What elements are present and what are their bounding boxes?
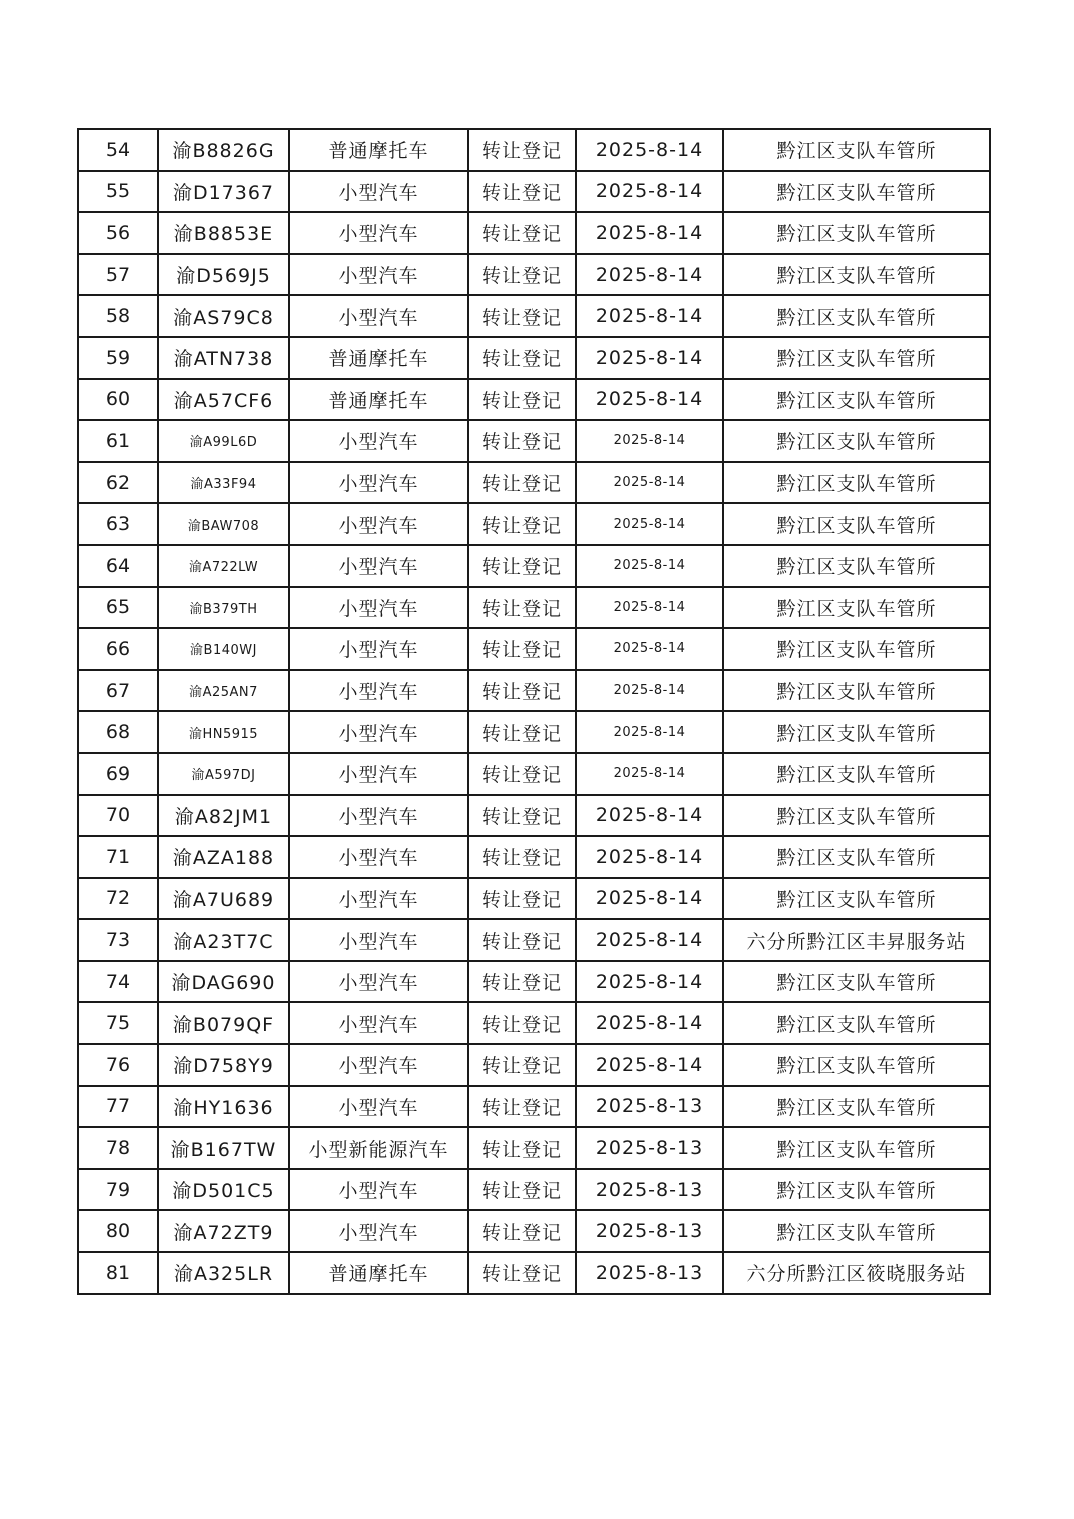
cell-date: 2025-8-14 xyxy=(576,462,723,504)
cell-number: 73 xyxy=(78,919,158,961)
cell-business-type: 转让登记 xyxy=(468,587,576,629)
cell-office: 黔江区支队车管所 xyxy=(723,836,990,878)
cell-business-type: 转让登记 xyxy=(468,628,576,670)
table-row xyxy=(78,628,990,670)
cell-plate: 渝A82JM1 xyxy=(158,795,289,837)
cell-vehicle-type: 小型汽车 xyxy=(289,836,468,878)
cell-plate: 渝D758Y9 xyxy=(158,1044,289,1086)
cell-office: 黔江区支队车管所 xyxy=(723,753,990,795)
cell-number: 81 xyxy=(78,1252,158,1294)
cell-vehicle-type: 小型汽车 xyxy=(289,420,468,462)
cell-plate: 渝A99L6D xyxy=(158,420,289,462)
cell-office: 黔江区支队车管所 xyxy=(723,878,990,920)
cell-business-type: 转让登记 xyxy=(468,1169,576,1211)
cell-vehicle-type: 小型汽车 xyxy=(289,503,468,545)
cell-vehicle-type: 小型新能源汽车 xyxy=(289,1127,468,1169)
cell-office: 黔江区支队车管所 xyxy=(723,379,990,421)
table-row xyxy=(78,1169,990,1211)
cell-plate: 渝ATN738 xyxy=(158,337,289,379)
cell-business-type: 转让登记 xyxy=(468,795,576,837)
cell-office: 黔江区支队车管所 xyxy=(723,545,990,587)
cell-business-type: 转让登记 xyxy=(468,212,576,254)
cell-office: 黔江区支队车管所 xyxy=(723,670,990,712)
cell-office: 黔江区支队车管所 xyxy=(723,254,990,296)
cell-vehicle-type: 小型汽车 xyxy=(289,878,468,920)
cell-number: 79 xyxy=(78,1169,158,1211)
cell-office: 黔江区支队车管所 xyxy=(723,711,990,753)
cell-plate: 渝HY1636 xyxy=(158,1086,289,1128)
cell-business-type: 转让登记 xyxy=(468,670,576,712)
table-row xyxy=(78,836,990,878)
cell-office: 黔江区支队车管所 xyxy=(723,961,990,1003)
cell-plate: 渝B140WJ xyxy=(158,628,289,670)
cell-date: 2025-8-14 xyxy=(576,587,723,629)
cell-number: 63 xyxy=(78,503,158,545)
table-row xyxy=(78,1252,990,1294)
cell-vehicle-type: 小型汽车 xyxy=(289,1002,468,1044)
cell-business-type: 转让登记 xyxy=(468,337,576,379)
cell-vehicle-type: 小型汽车 xyxy=(289,1086,468,1128)
table-row xyxy=(78,420,990,462)
cell-plate: 渝A722LW xyxy=(158,545,289,587)
cell-number: 66 xyxy=(78,628,158,670)
cell-office: 黔江区支队车管所 xyxy=(723,295,990,337)
cell-date: 2025-8-13 xyxy=(576,1169,723,1211)
cell-vehicle-type: 小型汽车 xyxy=(289,711,468,753)
cell-plate: 渝B8826G xyxy=(158,129,289,171)
table-row xyxy=(78,171,990,213)
cell-office: 黔江区支队车管所 xyxy=(723,1002,990,1044)
cell-number: 65 xyxy=(78,587,158,629)
table-row xyxy=(78,753,990,795)
cell-plate: 渝B8853E xyxy=(158,212,289,254)
cell-business-type: 转让登记 xyxy=(468,1002,576,1044)
cell-business-type: 转让登记 xyxy=(468,254,576,296)
cell-office: 黔江区支队车管所 xyxy=(723,1127,990,1169)
cell-vehicle-type: 小型汽车 xyxy=(289,254,468,296)
cell-vehicle-type: 小型汽车 xyxy=(289,1169,468,1211)
cell-business-type: 转让登记 xyxy=(468,1252,576,1294)
cell-plate: 渝AZA188 xyxy=(158,836,289,878)
cell-vehicle-type: 小型汽车 xyxy=(289,795,468,837)
cell-number: 57 xyxy=(78,254,158,296)
cell-office: 黔江区支队车管所 xyxy=(723,795,990,837)
cell-date: 2025-8-14 xyxy=(576,171,723,213)
cell-number: 80 xyxy=(78,1210,158,1252)
table-row xyxy=(78,129,990,171)
cell-vehicle-type: 小型汽车 xyxy=(289,919,468,961)
cell-office: 黔江区支队车管所 xyxy=(723,171,990,213)
cell-plate: 渝DAG690 xyxy=(158,961,289,1003)
cell-date: 2025-8-13 xyxy=(576,1127,723,1169)
cell-office: 黔江区支队车管所 xyxy=(723,628,990,670)
cell-vehicle-type: 小型汽车 xyxy=(289,295,468,337)
cell-plate: 渝B079QF xyxy=(158,1002,289,1044)
cell-business-type: 转让登记 xyxy=(468,1086,576,1128)
cell-business-type: 转让登记 xyxy=(468,420,576,462)
cell-number: 64 xyxy=(78,545,158,587)
cell-office: 六分所黔江区筱晓服务站 xyxy=(723,1252,990,1294)
cell-vehicle-type: 普通摩托车 xyxy=(289,129,468,171)
cell-number: 71 xyxy=(78,836,158,878)
cell-date: 2025-8-14 xyxy=(576,628,723,670)
cell-vehicle-type: 小型汽车 xyxy=(289,753,468,795)
cell-number: 74 xyxy=(78,961,158,1003)
cell-date: 2025-8-13 xyxy=(576,1086,723,1128)
cell-date: 2025-8-14 xyxy=(576,878,723,920)
cell-office: 黔江区支队车管所 xyxy=(723,337,990,379)
cell-date: 2025-8-13 xyxy=(576,1252,723,1294)
cell-business-type: 转让登记 xyxy=(468,1127,576,1169)
cell-number: 69 xyxy=(78,753,158,795)
cell-date: 2025-8-14 xyxy=(576,711,723,753)
cell-date: 2025-8-14 xyxy=(576,919,723,961)
cell-date: 2025-8-14 xyxy=(576,545,723,587)
cell-vehicle-type: 小型汽车 xyxy=(289,587,468,629)
registration-table xyxy=(77,128,991,1295)
cell-plate: 渝B167TW xyxy=(158,1127,289,1169)
table-row xyxy=(78,545,990,587)
cell-business-type: 转让登记 xyxy=(468,545,576,587)
cell-office: 黔江区支队车管所 xyxy=(723,1086,990,1128)
cell-date: 2025-8-14 xyxy=(576,379,723,421)
cell-business-type: 转让登记 xyxy=(468,295,576,337)
cell-vehicle-type: 小型汽车 xyxy=(289,628,468,670)
cell-number: 75 xyxy=(78,1002,158,1044)
cell-date: 2025-8-13 xyxy=(576,1210,723,1252)
cell-date: 2025-8-14 xyxy=(576,1002,723,1044)
cell-plate: 渝D17367 xyxy=(158,171,289,213)
cell-business-type: 转让登记 xyxy=(468,919,576,961)
cell-plate: 渝A23T7C xyxy=(158,919,289,961)
cell-number: 72 xyxy=(78,878,158,920)
cell-business-type: 转让登记 xyxy=(468,462,576,504)
cell-date: 2025-8-14 xyxy=(576,420,723,462)
table-row xyxy=(78,212,990,254)
table-row xyxy=(78,878,990,920)
table-row xyxy=(78,919,990,961)
table-body xyxy=(78,129,990,1294)
cell-office: 黔江区支队车管所 xyxy=(723,587,990,629)
cell-plate: 渝A57CF6 xyxy=(158,379,289,421)
table-row xyxy=(78,961,990,1003)
cell-business-type: 转让登记 xyxy=(468,961,576,1003)
cell-vehicle-type: 小型汽车 xyxy=(289,1044,468,1086)
cell-office: 黔江区支队车管所 xyxy=(723,503,990,545)
cell-date: 2025-8-14 xyxy=(576,1044,723,1086)
table-row xyxy=(78,711,990,753)
cell-business-type: 转让登记 xyxy=(468,171,576,213)
cell-office: 黔江区支队车管所 xyxy=(723,462,990,504)
cell-plate: 渝D501C5 xyxy=(158,1169,289,1211)
table-row xyxy=(78,1127,990,1169)
cell-date: 2025-8-14 xyxy=(576,670,723,712)
cell-date: 2025-8-14 xyxy=(576,295,723,337)
cell-plate: 渝HN5915 xyxy=(158,711,289,753)
cell-vehicle-type: 小型汽车 xyxy=(289,171,468,213)
cell-vehicle-type: 普通摩托车 xyxy=(289,379,468,421)
cell-plate: 渝A33F94 xyxy=(158,462,289,504)
cell-office: 黔江区支队车管所 xyxy=(723,1044,990,1086)
table-row xyxy=(78,1002,990,1044)
cell-date: 2025-8-14 xyxy=(576,753,723,795)
cell-office: 六分所黔江区丰昇服务站 xyxy=(723,919,990,961)
cell-plate: 渝D569J5 xyxy=(158,254,289,296)
table-row xyxy=(78,462,990,504)
cell-plate: 渝A597DJ xyxy=(158,753,289,795)
cell-date: 2025-8-14 xyxy=(576,212,723,254)
cell-number: 77 xyxy=(78,1086,158,1128)
cell-date: 2025-8-14 xyxy=(576,503,723,545)
cell-plate: 渝AS79C8 xyxy=(158,295,289,337)
cell-business-type: 转让登记 xyxy=(468,753,576,795)
cell-number: 62 xyxy=(78,462,158,504)
cell-date: 2025-8-14 xyxy=(576,961,723,1003)
cell-number: 55 xyxy=(78,171,158,213)
cell-number: 78 xyxy=(78,1127,158,1169)
table-row xyxy=(78,503,990,545)
cell-plate: 渝BAW708 xyxy=(158,503,289,545)
table-row xyxy=(78,337,990,379)
cell-date: 2025-8-14 xyxy=(576,254,723,296)
cell-vehicle-type: 普通摩托车 xyxy=(289,1252,468,1294)
cell-date: 2025-8-14 xyxy=(576,337,723,379)
table-row xyxy=(78,379,990,421)
table-row xyxy=(78,795,990,837)
cell-vehicle-type: 小型汽车 xyxy=(289,462,468,504)
cell-vehicle-type: 小型汽车 xyxy=(289,545,468,587)
table-row xyxy=(78,295,990,337)
cell-business-type: 转让登记 xyxy=(468,878,576,920)
cell-business-type: 转让登记 xyxy=(468,711,576,753)
cell-office: 黔江区支队车管所 xyxy=(723,212,990,254)
cell-vehicle-type: 小型汽车 xyxy=(289,670,468,712)
cell-number: 54 xyxy=(78,129,158,171)
cell-business-type: 转让登记 xyxy=(468,129,576,171)
table-row xyxy=(78,1086,990,1128)
cell-number: 76 xyxy=(78,1044,158,1086)
cell-number: 56 xyxy=(78,212,158,254)
cell-vehicle-type: 普通摩托车 xyxy=(289,337,468,379)
cell-office: 黔江区支队车管所 xyxy=(723,420,990,462)
cell-vehicle-type: 小型汽车 xyxy=(289,961,468,1003)
cell-date: 2025-8-14 xyxy=(576,836,723,878)
table-row xyxy=(78,587,990,629)
cell-plate: 渝B379TH xyxy=(158,587,289,629)
table-row xyxy=(78,254,990,296)
cell-number: 67 xyxy=(78,670,158,712)
cell-number: 58 xyxy=(78,295,158,337)
cell-business-type: 转让登记 xyxy=(468,503,576,545)
cell-number: 59 xyxy=(78,337,158,379)
cell-business-type: 转让登记 xyxy=(468,836,576,878)
cell-office: 黔江区支队车管所 xyxy=(723,1169,990,1211)
cell-vehicle-type: 小型汽车 xyxy=(289,212,468,254)
cell-plate: 渝A325LR xyxy=(158,1252,289,1294)
cell-number: 68 xyxy=(78,711,158,753)
cell-date: 2025-8-14 xyxy=(576,129,723,171)
table-row xyxy=(78,1210,990,1252)
cell-plate: 渝A72ZT9 xyxy=(158,1210,289,1252)
cell-business-type: 转让登记 xyxy=(468,379,576,421)
cell-business-type: 转让登记 xyxy=(468,1210,576,1252)
cell-number: 60 xyxy=(78,379,158,421)
cell-vehicle-type: 小型汽车 xyxy=(289,1210,468,1252)
cell-plate: 渝A7U689 xyxy=(158,878,289,920)
cell-number: 70 xyxy=(78,795,158,837)
table-row xyxy=(78,670,990,712)
cell-office: 黔江区支队车管所 xyxy=(723,129,990,171)
cell-office: 黔江区支队车管所 xyxy=(723,1210,990,1252)
cell-plate: 渝A25AN7 xyxy=(158,670,289,712)
cell-date: 2025-8-14 xyxy=(576,795,723,837)
cell-business-type: 转让登记 xyxy=(468,1044,576,1086)
cell-number: 61 xyxy=(78,420,158,462)
table-row xyxy=(78,1044,990,1086)
